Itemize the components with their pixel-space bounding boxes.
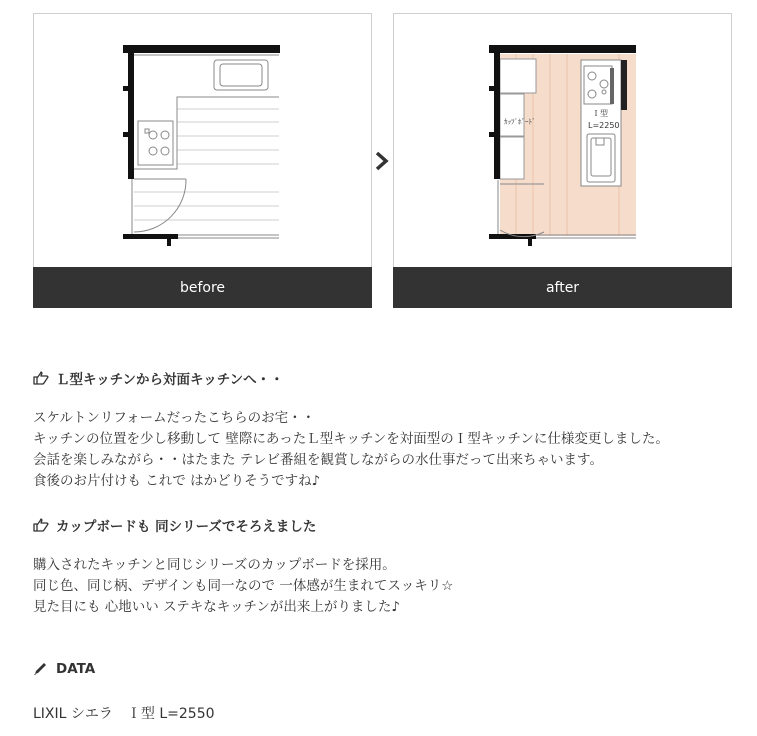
section-heading-1 [33, 368, 284, 388]
section-1-body [33, 408, 669, 492]
section-1-line: スケルトンリフォームだったこちらのお宅・・ [33, 410, 316, 426]
kitchen-type-label: Ｉ型 [592, 109, 608, 118]
before-floor-plan [34, 14, 373, 268]
section-1-line: 食後のお片付けも これで はかどりそうですね♪ [33, 473, 321, 489]
pointing-hand-icon [33, 371, 49, 385]
section-1-line: 会話を楽しみながら・・はたまた テレビ番組を観賞しながらの水仕事だって出来ちゃいます。 [33, 452, 603, 468]
before-card[interactable] [33, 13, 372, 308]
data-heading [33, 661, 95, 677]
chevron-right-icon[interactable] [373, 150, 391, 172]
section-2-line: 見た目にも 心地いい ステキなキッチンが出来上がりました♪ [33, 599, 400, 615]
data-heading-text: DATA [56, 661, 96, 677]
after-floor-plan [394, 14, 733, 268]
section-heading-2 [33, 515, 316, 535]
cupboard-label: ｶｯﾌﾟﾎﾞｰﾄﾞ [504, 118, 536, 126]
before-caption: before [33, 267, 372, 308]
section-heading-1-text: Ｌ型キッチンから対面キッチンへ・・ [56, 372, 284, 388]
section-2-body [33, 555, 453, 618]
section-1-line: キッチンの位置を少し移動して 壁際にあったＬ型キッチンを対面型のＩ型キッチンに仕様変更しました。 [33, 431, 669, 447]
after-card[interactable] [393, 13, 732, 308]
section-2-line: 同じ色、同じ柄、デザインも同一なので 一体感が生まれてスッキリ☆ [33, 578, 454, 594]
data-value: LIXIL シエラ Ｉ型 L=2550 [33, 706, 215, 722]
kitchen-length-label: L=2250 [588, 121, 620, 130]
pencil-icon [33, 662, 49, 676]
pointing-hand-icon [33, 518, 49, 532]
after-caption: after [393, 267, 732, 308]
section-heading-2-text: カップボードも 同シリーズでそろえました [56, 519, 317, 535]
section-2-line: 購入されたキッチンと同じシリーズのカップボードを採用。 [33, 557, 396, 573]
